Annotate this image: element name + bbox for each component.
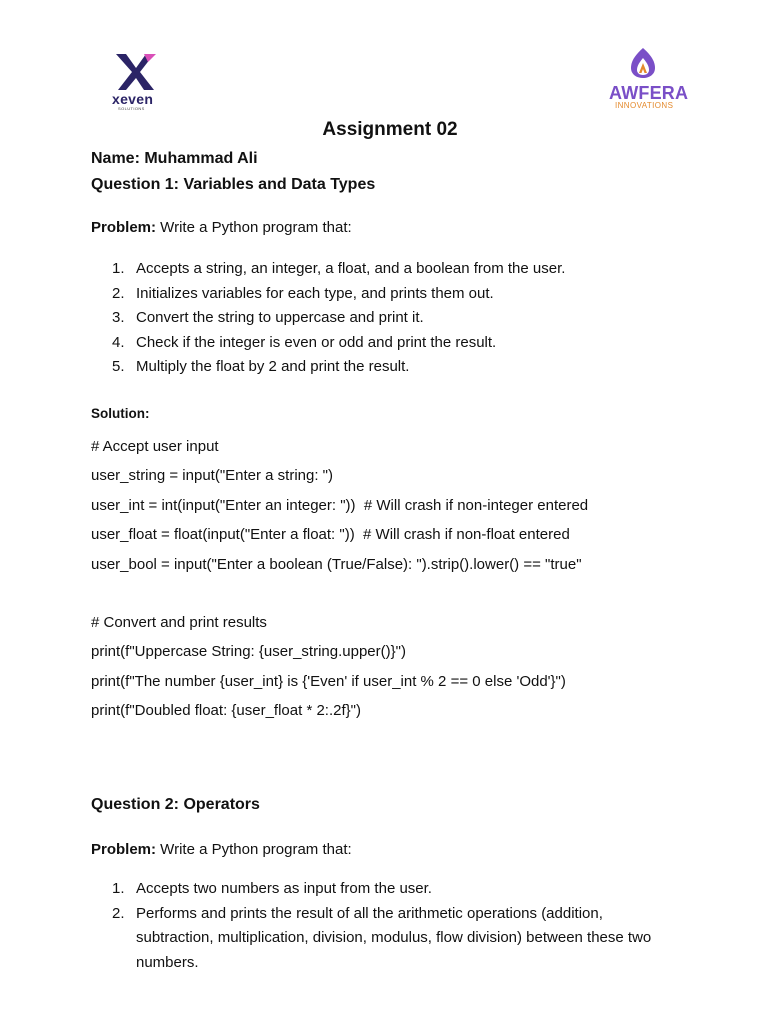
question-1-heading: Question 1: Variables and Data Types — [91, 176, 376, 193]
code-line: print(f"Uppercase String: {user_string.upper()}") — [91, 643, 406, 661]
list-item-number: 2. — [112, 284, 125, 302]
awfera-subtext: INNOVATIONS — [615, 101, 674, 110]
code-line: print(f"Doubled float: {user_float * 2:.2f}") — [91, 702, 361, 720]
list-item-text: Performs and prints the result of all the arithmetic operations (addition, subtraction, multiplication, division, modulus, flow division) between these two numbers. — [136, 904, 652, 971]
question-2-heading: Question 2: Operators — [91, 796, 260, 813]
list-item-number: 1. — [112, 880, 125, 897]
awfera-wordmark: AWFERA — [609, 83, 689, 103]
code-block-output — [91, 608, 566, 726]
xeven-x-icon — [114, 52, 158, 92]
list-item — [91, 331, 671, 356]
list-item-number: 2. — [112, 904, 125, 922]
code-block-input — [91, 432, 588, 579]
page-title: Assignment 02 — [322, 119, 458, 140]
code-line: user_float = float(input("Enter a float: ")) # Will crash if non-float entered — [91, 526, 570, 544]
list-item-text: Accepts two numbers as input from the user. — [136, 880, 432, 897]
solution-label: Solution: — [91, 406, 150, 421]
list-item-text: Convert the string to uppercase and print it. — [136, 309, 424, 326]
list-item — [91, 306, 671, 331]
problem-label: Problem: — [91, 841, 157, 858]
list-item-text: Initializes variables for each type, and prints them out. — [136, 284, 494, 302]
list-item-text: Accepts a string, an integer, a float, and a boolean from the user. — [136, 260, 566, 277]
awfera-logo — [603, 46, 689, 112]
xeven-subtext: SOLUTIONS — [118, 106, 145, 111]
list-item — [91, 355, 671, 380]
question-1-problem — [91, 219, 352, 236]
code-line: user_int = int(input("Enter an integer: ")) # Will crash if non-integer entered — [91, 496, 589, 514]
code-line: user_string = input("Enter a string: ") — [91, 467, 334, 485]
awfera-flame-icon — [628, 46, 658, 80]
list-item-number: 1. — [112, 260, 125, 277]
list-item-number: 3. — [112, 309, 125, 326]
list-item — [91, 257, 671, 282]
list-item-number: 5. — [112, 358, 125, 375]
problem-text: Write a Python program that: — [156, 841, 352, 858]
list-item-text: Multiply the float by 2 and print the result. — [136, 358, 410, 375]
list-item — [91, 902, 671, 976]
xeven-logo — [110, 52, 162, 112]
list-item-number: 4. — [112, 333, 125, 351]
problem-label: Problem: — [91, 219, 157, 236]
list-item-text: Check if the integer is even or odd and print the result. — [136, 333, 497, 351]
list-item — [91, 282, 671, 307]
list-item — [91, 877, 671, 902]
problem-text: Write a Python program that: — [156, 219, 352, 236]
code-line: user_bool = input("Enter a boolean (True/False): ").strip().lower() == "true" — [91, 555, 582, 573]
code-line: print(f"The number {user_int} is {'Even' if user_int % 2 == 0 else 'Odd'}") — [91, 672, 566, 690]
code-line: # Accept user input — [91, 438, 219, 455]
question-1-list — [91, 257, 671, 380]
question-2-problem — [91, 841, 352, 858]
question-2-list — [91, 877, 671, 975]
code-line: # Convert and print results — [91, 614, 267, 631]
name-line: Name: Muhammad Ali — [91, 150, 258, 167]
xeven-wordmark: xeven — [112, 91, 154, 107]
